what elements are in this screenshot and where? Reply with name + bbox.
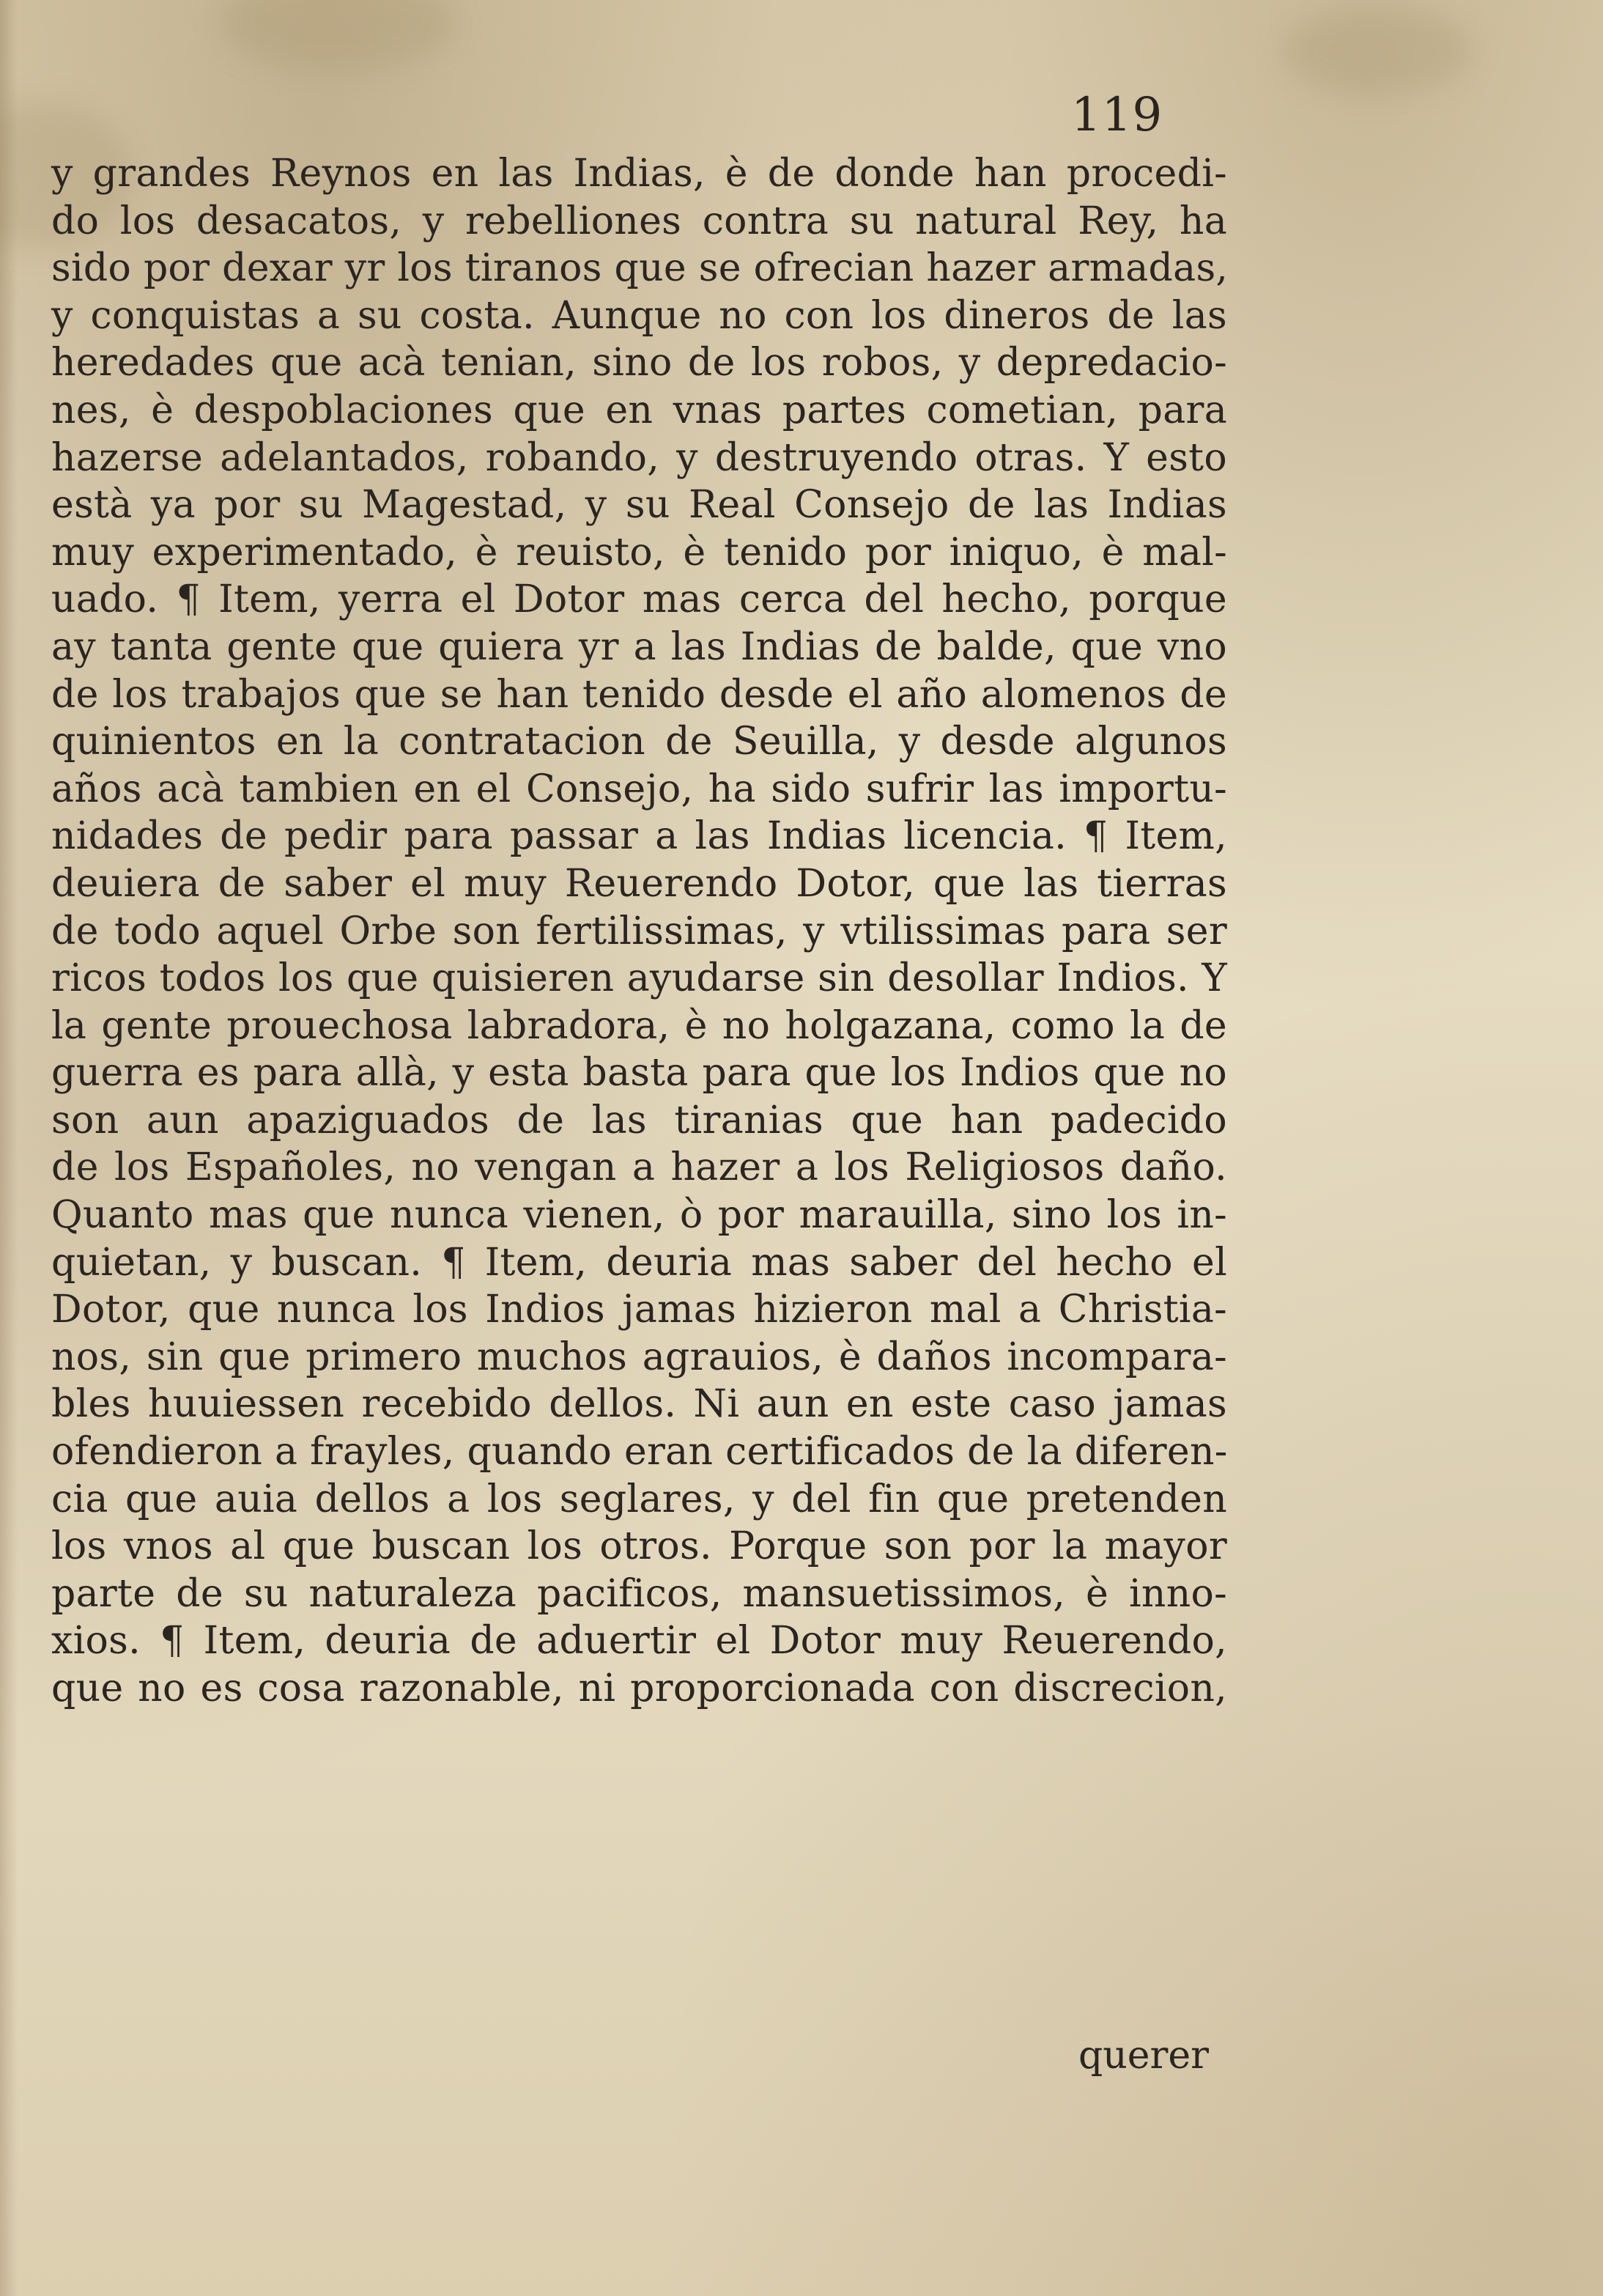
text-line: deuiera de saber el muy Reuerendo Dotor, que las tierras xyxy=(51,861,1227,906)
text-line: bles huuiessen recebido dellos. Ni aun en este caso jamas xyxy=(51,1382,1227,1427)
body-text xyxy=(51,150,1227,1713)
text-line: sido por dexar yr los tiranos que se ofrecian hazer armadas, xyxy=(51,246,1229,291)
text-line: ofendieron a frayles, quando eran certificados de la diferen- xyxy=(51,1430,1228,1474)
text-line: guerra es para allà, y esta basta para que los Indios que no xyxy=(51,1051,1227,1096)
text-line: parte de su naturaleza pacificos, mansuetissimos, è inno- xyxy=(51,1571,1227,1616)
text-line: està ya por su Magestad, y su Real Consejo de las Indias xyxy=(51,483,1227,528)
catchword: querer xyxy=(1078,2034,1210,2078)
text-line: ay tanta gente que quiera yr a las Indias de balde, que vno xyxy=(51,624,1227,669)
text-line: hazerse adelantados, robando, y destruyendo otras. Y esto xyxy=(51,435,1227,480)
text-line: Quanto mas que nunca vienen, ò por marauilla, sino los in- xyxy=(51,1193,1227,1238)
text-line: de todo aquel Orbe son fertilissimas, y vtilissimas para ser xyxy=(51,909,1227,953)
text-line: quinientos en la contratacion de Seuilla, y desde algunos xyxy=(51,720,1227,764)
text-line: heredades que acà tenian, sino de los robos, y depredacio- xyxy=(51,341,1227,385)
page-number: 119 xyxy=(1071,88,1163,142)
text-line: xios. ¶ Item, deuria de aduertir el Dotor muy Reuerendo, xyxy=(51,1619,1227,1664)
text-line: cia que auia dellos a los seglares, y del fin que pretenden xyxy=(51,1477,1227,1521)
text-line: y grandes Reynos en las Indias, è de donde han procedi- xyxy=(51,152,1227,196)
text-line: quietan, y buscan. ¶ Item, deuria mas saber del hecho el xyxy=(51,1240,1227,1285)
text-line: la gente prouechosa labradora, è no holgazana, como la de xyxy=(51,1003,1227,1048)
text-line: son aun apaziguados de las tiranias que han padecido xyxy=(51,1098,1227,1143)
page-gutter-shadow xyxy=(0,0,18,2296)
text-line: de los Españoles, no vengan a hazer a los Religiosos daño. xyxy=(51,1145,1227,1190)
text-line: ricos todos los que quisieren ayudarse sin desollar Indios. Y xyxy=(51,956,1227,1001)
paper-stain xyxy=(220,0,454,73)
text-line: y conquistas a su costa. Aunque no con los dineros de las xyxy=(51,293,1227,338)
text-line: muy experimentado, è reuisto, è tenido por iniquo, è mal- xyxy=(51,530,1227,575)
text-line: que no es cosa razonable, ni proporcionada con discrecion, xyxy=(51,1666,1227,1710)
text-line: nes, è despoblaciones que en vnas partes cometian, para xyxy=(51,388,1227,432)
text-line: uado. ¶ Item, yerra el Dotor mas cerca del hecho, porque xyxy=(51,577,1227,622)
text-line: los vnos al que buscan los otros. Porque son por la mayor xyxy=(51,1524,1227,1569)
text-line: Dotor, que nunca los Indios jamas hizieron mal a Christia- xyxy=(51,1288,1227,1332)
text-line: nidades de pedir para passar a las Indias licencia. ¶ Item, xyxy=(51,814,1227,859)
text-line: de los trabajos que se han tenido desde el año alomenos de xyxy=(51,672,1227,717)
text-line: do los desacatos, y rebelliones contra su natural Rey, ha xyxy=(51,199,1227,243)
text-line: años acà tambien en el Consejo, ha sido sufrir las importu- xyxy=(51,767,1227,811)
paper-stain xyxy=(1282,7,1473,95)
text-line: nos, sin que primero muchos agrauios, è daños incompara- xyxy=(51,1335,1227,1379)
